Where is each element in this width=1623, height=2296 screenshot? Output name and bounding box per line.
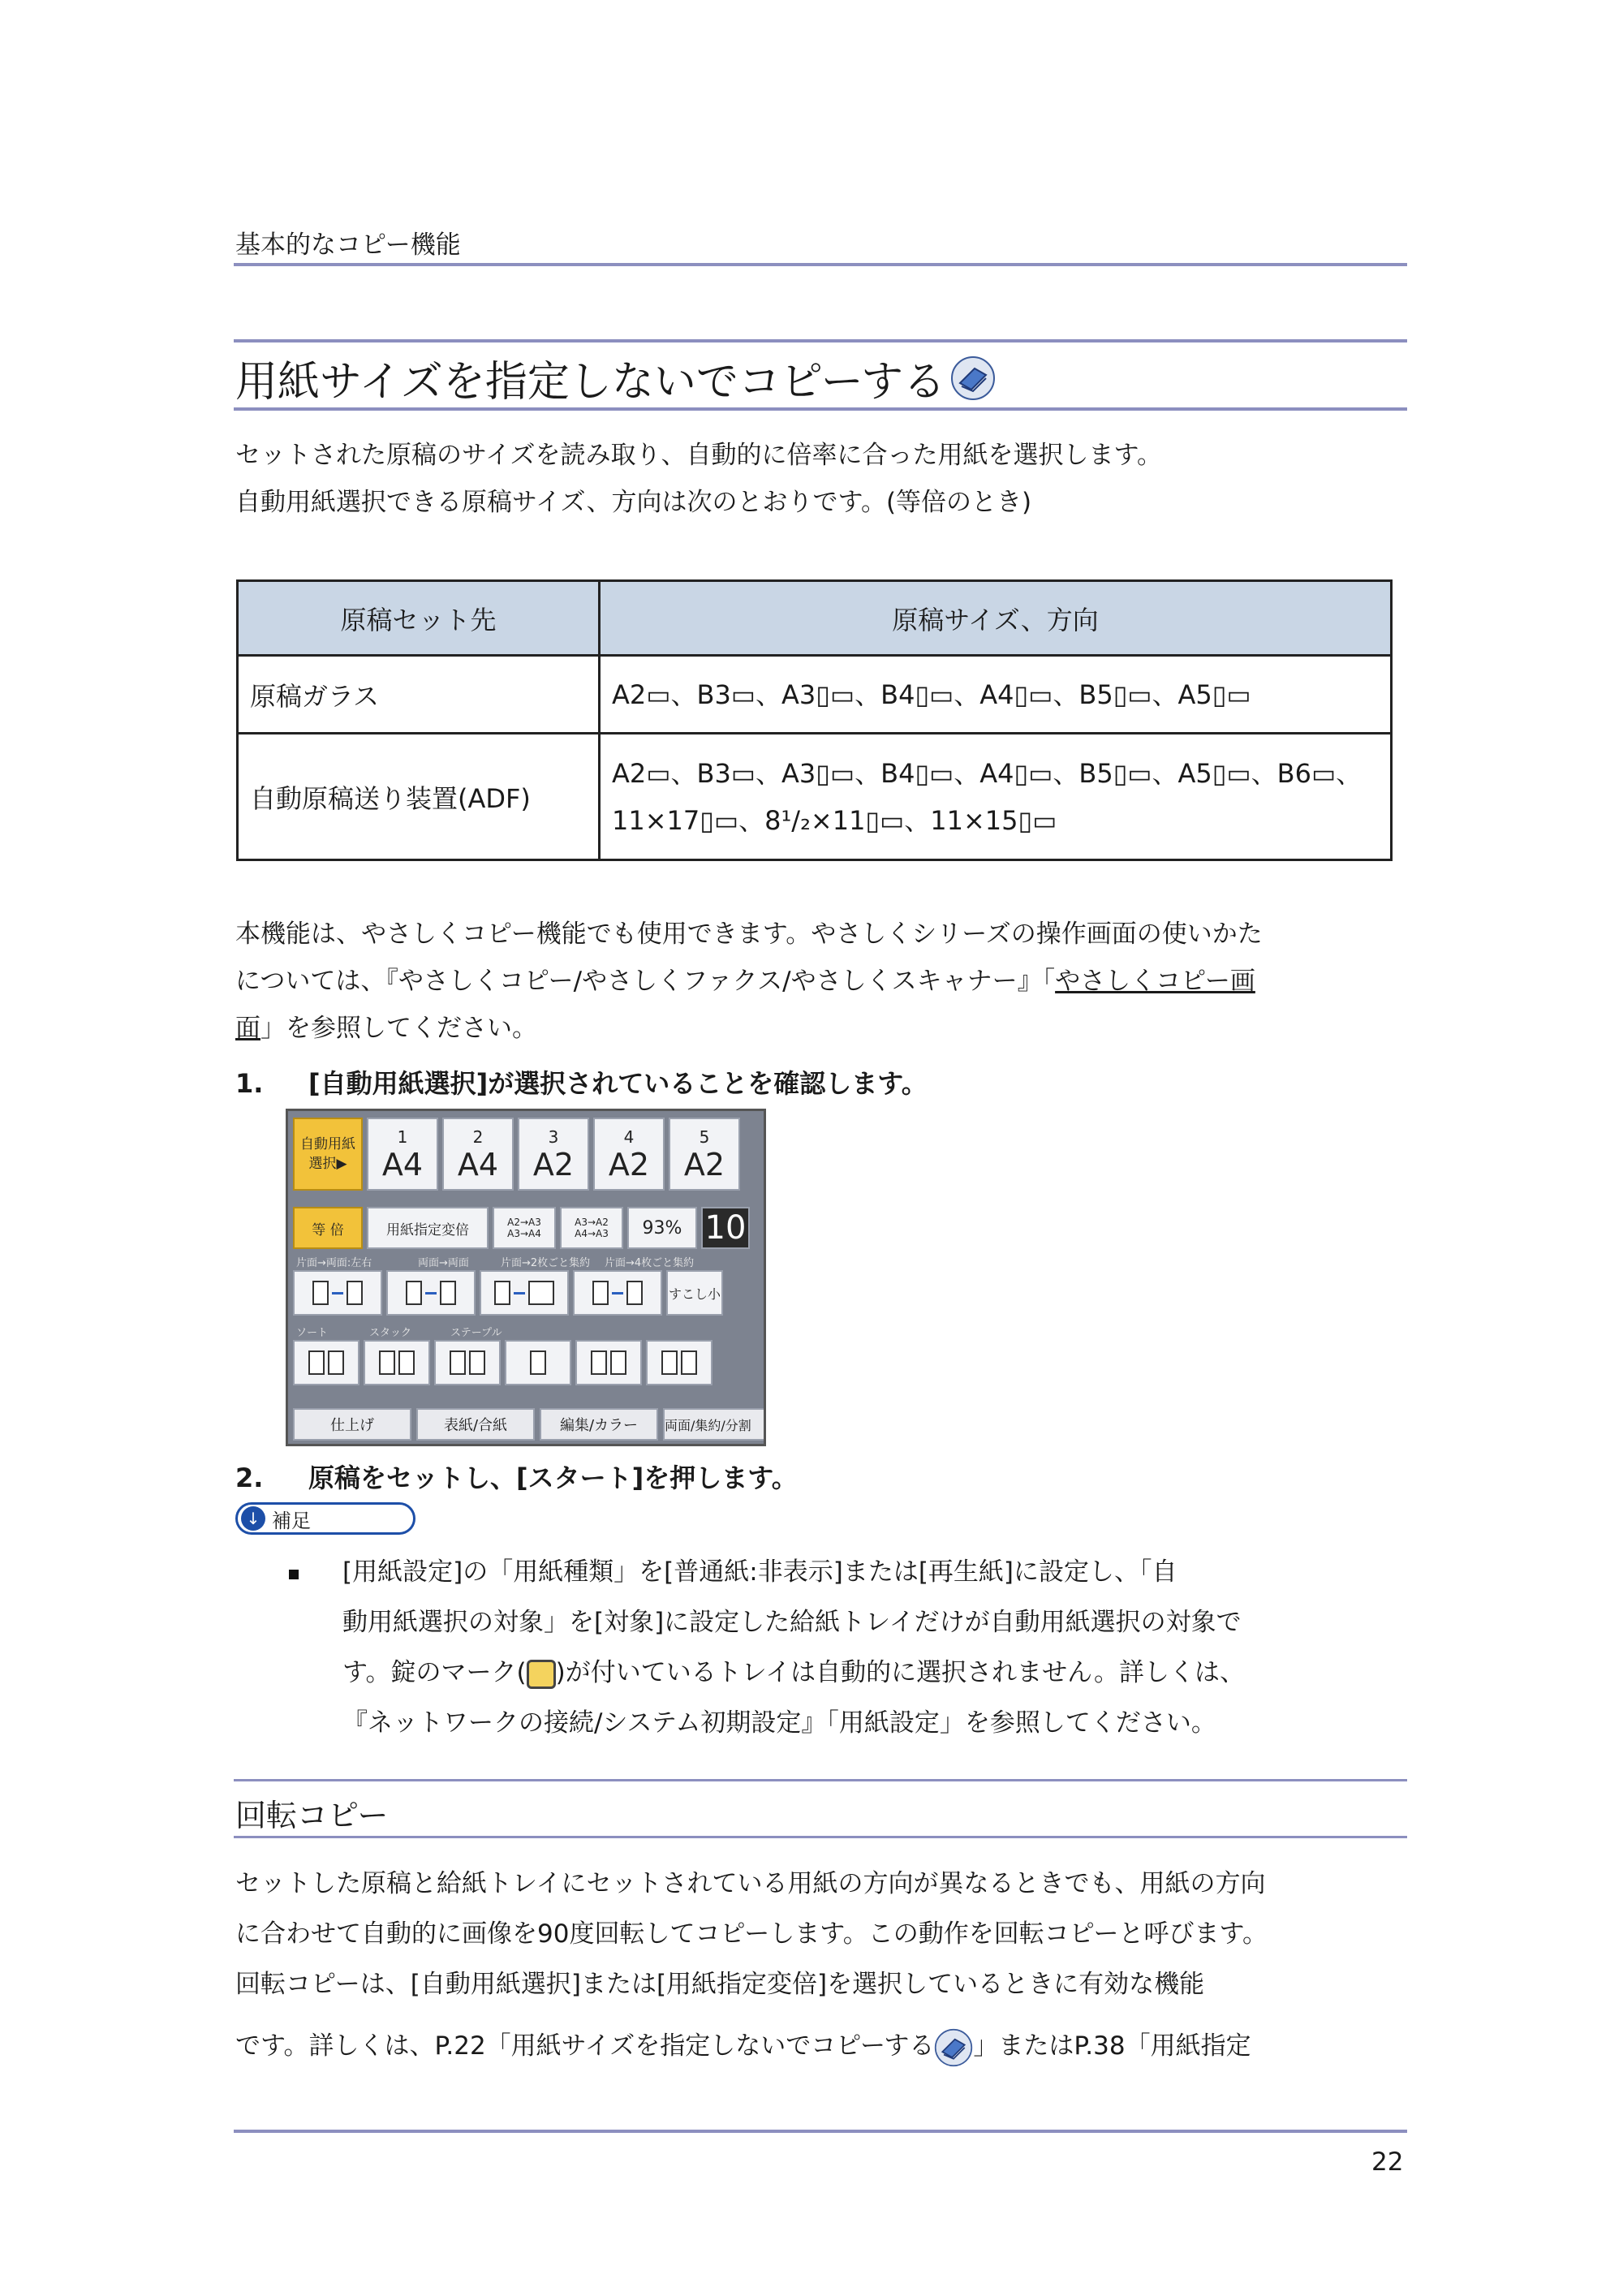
- page-icon: [379, 1350, 395, 1375]
- tray-2-button[interactable]: [442, 1118, 514, 1191]
- bullet-square-icon: [289, 1570, 299, 1579]
- staple-page-icon: [591, 1350, 607, 1375]
- step-1: [235, 1063, 928, 1101]
- arrow-icon: [332, 1292, 343, 1294]
- tray-number: 5: [699, 1127, 710, 1147]
- book-icon[interactable]: [950, 355, 996, 401]
- enlarge-preset-button[interactable]: A3→A2 A4→A3: [560, 1207, 623, 1249]
- body-line: [235, 1005, 1409, 1052]
- table-header-row: [238, 581, 1392, 656]
- easy-copy-link[interactable]: やさしくコピー画: [1055, 967, 1255, 996]
- tray-4-button[interactable]: [593, 1118, 665, 1191]
- staple-page-icon: [661, 1350, 678, 1375]
- rotation-line: セットした原稿と給紙トレイにセットされている用紙の方向が異なるときでも、用紙の方向: [235, 1869, 1266, 1898]
- table-row: [238, 734, 1392, 860]
- tray-size: A2: [683, 1147, 725, 1182]
- note-line: [342, 1648, 1409, 1698]
- page-number: 22: [1371, 2147, 1404, 2177]
- tray-5-button[interactable]: [669, 1118, 740, 1191]
- finish-label: スタック: [369, 1327, 412, 1339]
- subsection-bottom-rule: [234, 1836, 1407, 1838]
- tab-finishing[interactable]: 仕上げ: [293, 1408, 411, 1441]
- tray-row: [288, 1118, 740, 1191]
- tray-size: A2: [608, 1147, 650, 1182]
- rotation-text: です。詳しくは、P.22「用紙サイズを指定しないでコピーする: [235, 2031, 935, 2061]
- body-paragraph: [235, 911, 1409, 1052]
- subsection-title: 回転コピー: [235, 1798, 389, 1833]
- staple-page-icon: [469, 1350, 485, 1375]
- stack-button[interactable]: [364, 1340, 430, 1385]
- two-to-two-sided-button[interactable]: [386, 1270, 476, 1316]
- book-icon[interactable]: [934, 2028, 973, 2067]
- tray-1-button[interactable]: [367, 1118, 438, 1191]
- specified-ratio-button[interactable]: 用紙指定変倍: [367, 1207, 489, 1249]
- group-label: 片面→2枚ごと集約: [501, 1257, 591, 1269]
- header-rule: [234, 263, 1407, 266]
- footer-rule: [234, 2130, 1407, 2133]
- staple-page-icon: [610, 1350, 626, 1375]
- step-text: [自動用紙選択]が選択されていることを確認します。: [308, 1068, 928, 1099]
- tray-size: A2: [532, 1147, 575, 1182]
- finish-label: ソート: [296, 1327, 329, 1339]
- copy-panel-screenshot: [286, 1109, 766, 1446]
- rotation-line: 回転コピーは、[自動用紙選択]または[用紙指定変倍]を選択しているときに有効な機能: [235, 1970, 1205, 1999]
- tab-edit-color[interactable]: 編集/カラー: [540, 1408, 658, 1441]
- group-label: 片面→両面:左右: [296, 1257, 372, 1269]
- page-icon: [347, 1281, 363, 1305]
- page-icon: [328, 1350, 344, 1375]
- tray-size: A4: [457, 1147, 499, 1182]
- ratio-93-button[interactable]: 93%: [627, 1207, 697, 1249]
- note-text: [342, 1547, 1409, 1748]
- ratio-row: [288, 1207, 750, 1249]
- step-number: 1.: [235, 1068, 264, 1099]
- page-icon: [528, 1281, 554, 1305]
- function-tabs: [293, 1408, 766, 1441]
- rotation-line: [235, 2021, 1409, 2071]
- note-badge: [235, 1502, 415, 1535]
- table-cell-place: 原稿ガラス: [238, 656, 600, 734]
- staple-left-two-button[interactable]: [575, 1340, 642, 1385]
- rotation-line: に合わせて自動的に画像を90度回転してコピーします。この動作を回転コピーと呼びます。: [235, 1919, 1268, 1949]
- staple-page-icon: [530, 1350, 546, 1375]
- combine-2-button[interactable]: [480, 1270, 569, 1316]
- size-table: [236, 579, 1393, 861]
- finish-row: [288, 1340, 712, 1385]
- title-bottom-rule: [234, 407, 1407, 411]
- group-label: 片面→4枚ごと集約: [605, 1257, 695, 1269]
- arrow-down-icon: ↓: [241, 1506, 265, 1531]
- table-cell-sizes: [600, 656, 1392, 734]
- table-cell-sizes: [600, 734, 1392, 860]
- page-icon: [312, 1281, 329, 1305]
- page-icon: [398, 1350, 415, 1375]
- note-text-part: )が付いているトレイは自動的に選択されません。詳しくは、: [555, 1658, 1246, 1687]
- section-title-text: 用紙サイズを指定しないでコピーする: [235, 358, 946, 407]
- arrow-icon: [612, 1292, 623, 1294]
- step-2: [235, 1458, 798, 1495]
- copy-counter: 10: [701, 1207, 750, 1249]
- body-line: 本機能は、やさしくコピー機能でも使用できます。やさしくシリーズの操作画面の使いかた: [235, 920, 1263, 949]
- arrow-icon: [514, 1292, 525, 1294]
- body-text: については、『やさしくコピー/やさしくファクス/やさしくスキャナー』「: [235, 967, 1056, 996]
- size-list: 11×17▯▭、8¹/₂×11▯▭、11×15▯▭: [612, 804, 1057, 836]
- table-header: 原稿セット先: [238, 581, 600, 656]
- page-icon: [592, 1281, 609, 1305]
- rotation-text: 」またはP.38「用紙指定: [973, 2031, 1251, 2061]
- easy-copy-link[interactable]: 面: [235, 1014, 260, 1043]
- table-row: [238, 656, 1392, 734]
- arrow-icon: [425, 1292, 437, 1294]
- duplex-row: [288, 1270, 723, 1316]
- running-head: 基本的なコピー機能: [235, 230, 461, 260]
- sort-button[interactable]: [293, 1340, 359, 1385]
- tray-3-button[interactable]: [518, 1118, 589, 1191]
- lock-icon: [527, 1660, 556, 1689]
- finish-label: ステープル: [450, 1327, 502, 1339]
- size-list: A2▭、B3▭、A3▯▭、B4▯▭、A4▯▭、B5▯▭、A5▯▭: [612, 678, 1251, 710]
- full-size-button[interactable]: 等 倍: [293, 1207, 363, 1249]
- one-to-two-sided-button[interactable]: [293, 1270, 382, 1316]
- step-text: 原稿をセットし、[スタート]を押します。: [308, 1462, 798, 1493]
- table-header: 原稿サイズ、方向: [600, 581, 1392, 656]
- combine-4-button[interactable]: [573, 1270, 662, 1316]
- page-icon: [308, 1350, 325, 1375]
- title-top-rule: [234, 339, 1407, 342]
- intro-line: セットされた原稿のサイズを読み取り、自動的に倍率に合った用紙を選択します。: [235, 441, 1163, 470]
- staple-top-left-button[interactable]: [434, 1340, 501, 1385]
- note-line: 『ネットワークの接続/システム初期設定』「用紙設定」を参照してください。: [342, 1708, 1216, 1738]
- body-text: 」を参照してください。: [260, 1014, 537, 1043]
- page-icon: [440, 1281, 456, 1305]
- staple-page-icon: [450, 1350, 466, 1375]
- group-label: 両面→両面: [418, 1257, 469, 1269]
- page-icon: [626, 1281, 643, 1305]
- tray-size: A4: [381, 1147, 424, 1182]
- tray-number: 1: [397, 1127, 408, 1147]
- page-icon: [494, 1281, 510, 1305]
- tray-number: 3: [548, 1127, 559, 1147]
- auto-paper-select-button[interactable]: 自動用紙 選択▶: [293, 1118, 363, 1191]
- intro-paragraph: [235, 432, 1409, 526]
- tab-cover-slip[interactable]: 表紙/合紙: [416, 1408, 535, 1441]
- tray-number: 4: [623, 1127, 635, 1147]
- reduce-preset-button[interactable]: A2→A3 A3→A4: [493, 1207, 556, 1249]
- size-list: A2▭、B3▭、A3▯▭、B4▯▭、A4▯▭、B5▯▭、A5▯▭、B6▭、: [612, 757, 1363, 789]
- table-cell-place: 自動原稿送り装置(ADF): [238, 734, 600, 860]
- section-title: [235, 347, 996, 408]
- staple-page-icon: [681, 1350, 697, 1375]
- note-line: [用紙設定]の「用紙種類」を[普通紙:非表示]または[再生紙]に設定し、「自: [342, 1557, 1177, 1587]
- intro-line: 自動用紙選択できる原稿サイズ、方向は次のとおりです。(等倍のとき): [235, 488, 1032, 517]
- tray-number: 2: [472, 1127, 484, 1147]
- body-line: [235, 958, 1409, 1005]
- note-text-part: す。錠のマーク(: [342, 1658, 527, 1687]
- subsection-top-rule: [234, 1779, 1407, 1781]
- staple-top-button[interactable]: [505, 1340, 571, 1385]
- note-badge-label: 補足: [272, 1509, 311, 1532]
- slightly-reduce-button[interactable]: すこし小: [666, 1270, 723, 1316]
- tab-duplex-combine[interactable]: 両面/集約/分割: [663, 1408, 766, 1441]
- step-number: 2.: [235, 1462, 264, 1493]
- staple-top-two-button[interactable]: [646, 1340, 712, 1385]
- page-icon: [406, 1281, 422, 1305]
- rotation-paragraph: [235, 1859, 1409, 2071]
- note-line: 動用紙選択の対象」を[対象]に設定した給紙トレイだけが自動用紙選択の対象で: [342, 1608, 1242, 1637]
